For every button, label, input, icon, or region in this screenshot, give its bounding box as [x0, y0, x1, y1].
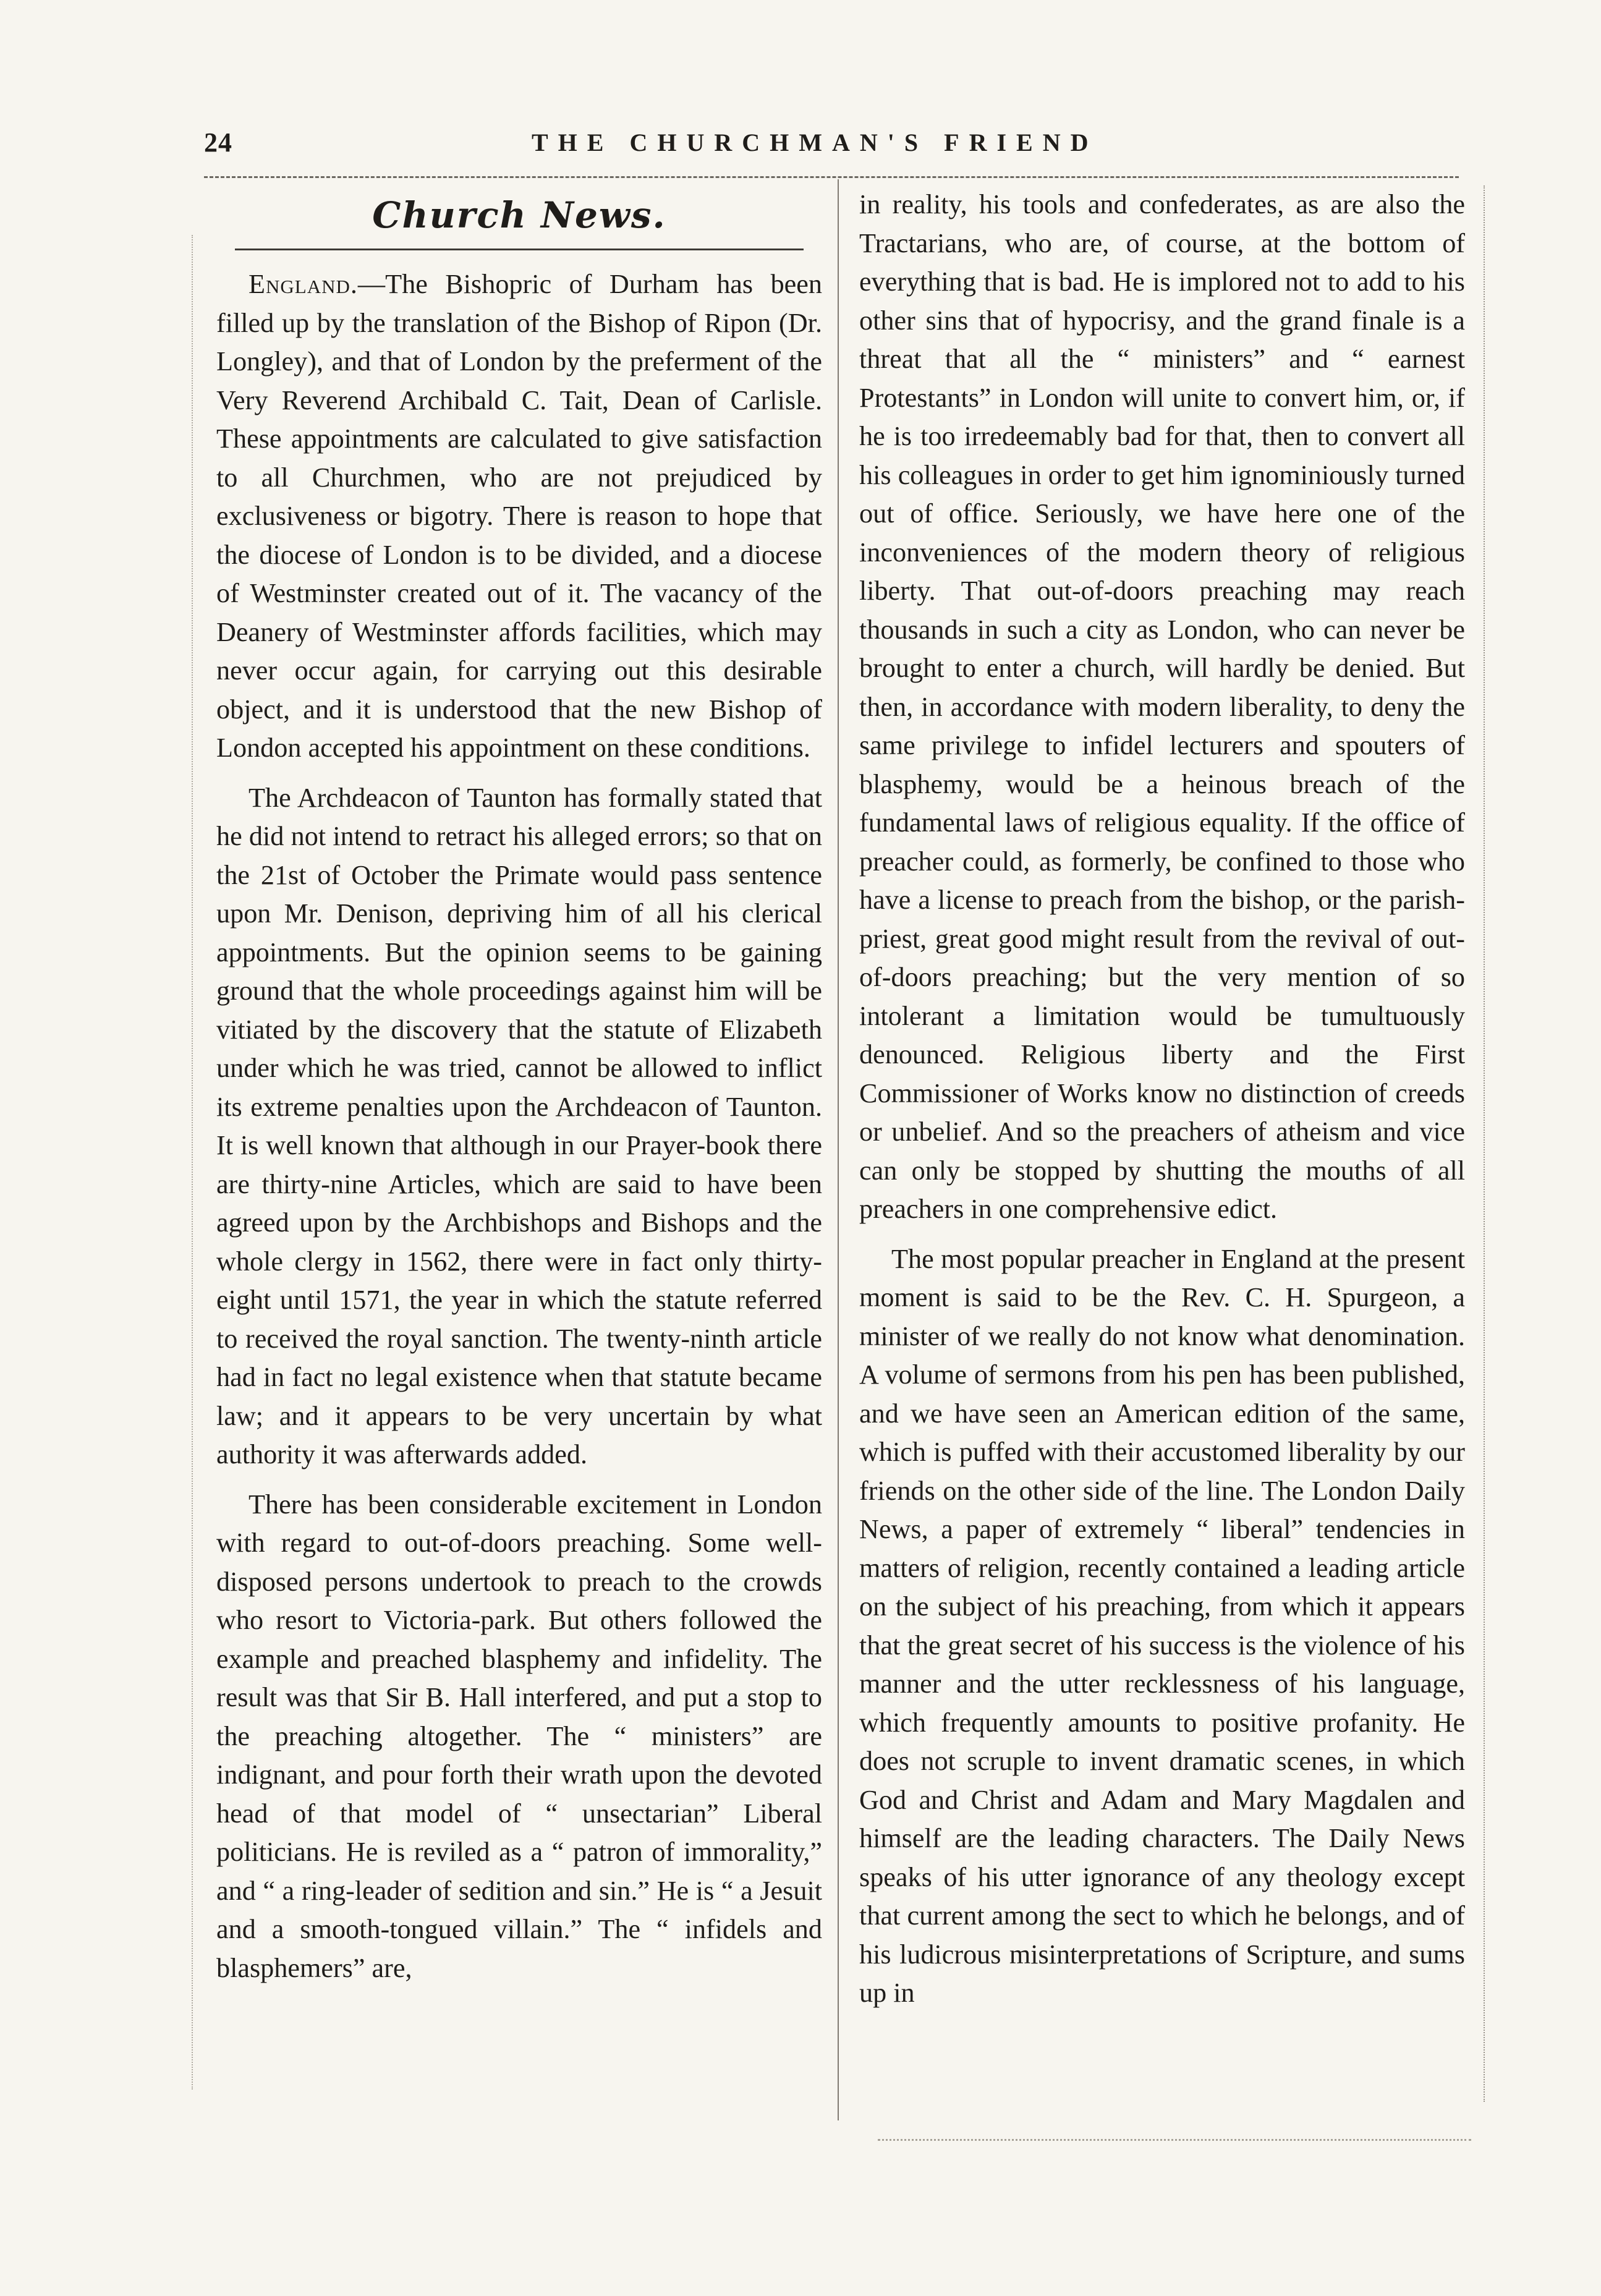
paragraph-text: The most popular preacher in England at the present moment is said to be the Rev. C. H. Spurgeon, a minister of we really do not know what denomination. A volume of sermons from his pen has been published, and we have seen an American edition of the same, which is puffed with their accustomed liberality by our friends on the other side of the line. The London Daily News, a paper of extremely “ liberal” tendencies in matters of religion, recently contained a leading article on the subject of his preaching, from which it appears that the great secret of his success is the violence of his manner and the utter recklessness of his language, which frequently amounts to positive profanity. He does not scruple to invent dramatic scenes, in which God and Christ and Adam and Mary Magdalen and himself are the leading characters. The Daily News speaks of his utter ignorance of any theology except that current among the sect to which he belongs, and of his ludicrous misinterpretations of Scripture, and sums up in — [859, 1243, 1465, 2008]
page-number: 24 — [204, 127, 232, 158]
paragraph-text: in reality, his tools and confederates, as are also the Tractarians, who are, of course, at the bottom of everything that is bad. He is implored not to add to his other sins that of hypocrisy, and the grand finale is a threat that all the “ ministers” and “ earnest Protestants” in London will unite to convert him, or, if he is too irredeemably bad for that, then to convert all his colleagues in order to get him ignominiously turned out of office. Seriously, we have here one of the inconveniences of the modern theory of religious liberty. That out-of-doors preaching may reach thousands in such a city as London, who can never be brought to enter a church, will hardly be denied. But then, in accordance with modern liberality, to deny the same privilege to infidel lecturers and spouters of blasphemy, would be a heinous breach of the fundamental laws of religious equality. If the office of preacher could, as formerly, be confined to those who have a license to preach from the bishop, or the parish-priest, great good might result from the revival of out-of-doors preaching; but the very mention of so intolerant a limitation would be tumultuously denounced. Religious liberty and the First Commissioner of Works know no distinction of creeds or unbelief. And so the preachers of atheism and vice can only be stopped by shutting the mouths of all preachers in one comprehensive edict. — [859, 189, 1465, 1224]
paragraph-continued — [859, 185, 1465, 1229]
paragraph-outdoor-preaching — [216, 1486, 822, 1988]
left-column — [216, 185, 822, 1999]
header-rule — [204, 176, 1459, 178]
paragraph-text: There has been considerable excitement in London with regard to out-of-doors preaching. Some well-disposed persons undertook to preach to the crowds who resort to Victoria-park. But others followed the example and preached blasphemy and infidelity. The result was that Sir B. Hall interfered, and put a stop to the preaching altogether. The “ ministers” are indignant, and pour forth their wrath upon the devoted head of that model of “ unsectarian” Liberal politicians. He is reviled as a “ patron of immorality,” and “ a ring-leader of sedition and sin.” He is “ a Jesuit and a smooth-tongued villain.” The “ infidels and blasphemers” are, — [216, 1489, 822, 1983]
running-head — [204, 127, 1459, 164]
column-divider — [838, 179, 839, 2120]
right-column — [859, 185, 1465, 2024]
paragraph-archdeacon — [216, 779, 822, 1474]
paragraph-england — [216, 265, 822, 768]
paragraph-spurgeon — [859, 1240, 1465, 2013]
left-margin-edge — [192, 235, 193, 2090]
heading-rule — [235, 249, 804, 250]
right-margin-edge — [1484, 185, 1485, 2102]
paragraph-text: —The Bishopric of Durham has been filled up by the translation of the Bishop of Ripon (Dr. Longley), and that of London by the preferment of the Very Reverend Archibald C. Tait, Dean of Carlisle. These appointments are calculated to give satisfaction to all Churchmen, who are not prejudiced by exclusiveness or bigotry. There is reason to hope that the diocese of London is to be divided, and a diocese of Westminster created out of it. The vacancy of the Deanery of Westminster affords facilities, which may never occur again, for carrying out this desirable object, and it is understood that the new Bishop of London accepted his appointment on these conditions. — [216, 269, 822, 763]
bottom-rule — [878, 2139, 1471, 2141]
paragraph-text: The Archdeacon of Taunton has formally stated that he did not intend to retract his alleged errors; so that on the 21st of October the Primate would pass sentence upon Mr. Denison, depriving him of all his clerical appointments. But the opinion seems to be gaining ground that the whole proceedings against him will be vitiated by the discovery that the statute of Elizabeth under which he was tried, cannot be allowed to inflict its extreme penalties upon the Archdeacon of Taunton. It is well known that although in our Prayer-book there are thirty-nine Articles, which are said to have been agreed upon by the Archbishops and Bishops and the whole clergy in 1562, there were in fact only thirty-eight until 1571, the year in which the statute referred to received the royal sanction. The twenty-ninth article had in fact no legal existence when that statute became law; and it appears to be very uncertain by what authority it was afterwards added. — [216, 782, 822, 1469]
journal-title: THE CHURCHMAN'S FRIEND — [532, 129, 1098, 156]
paragraph-lead: England. — [248, 269, 358, 299]
section-heading: Church News. — [372, 194, 666, 236]
